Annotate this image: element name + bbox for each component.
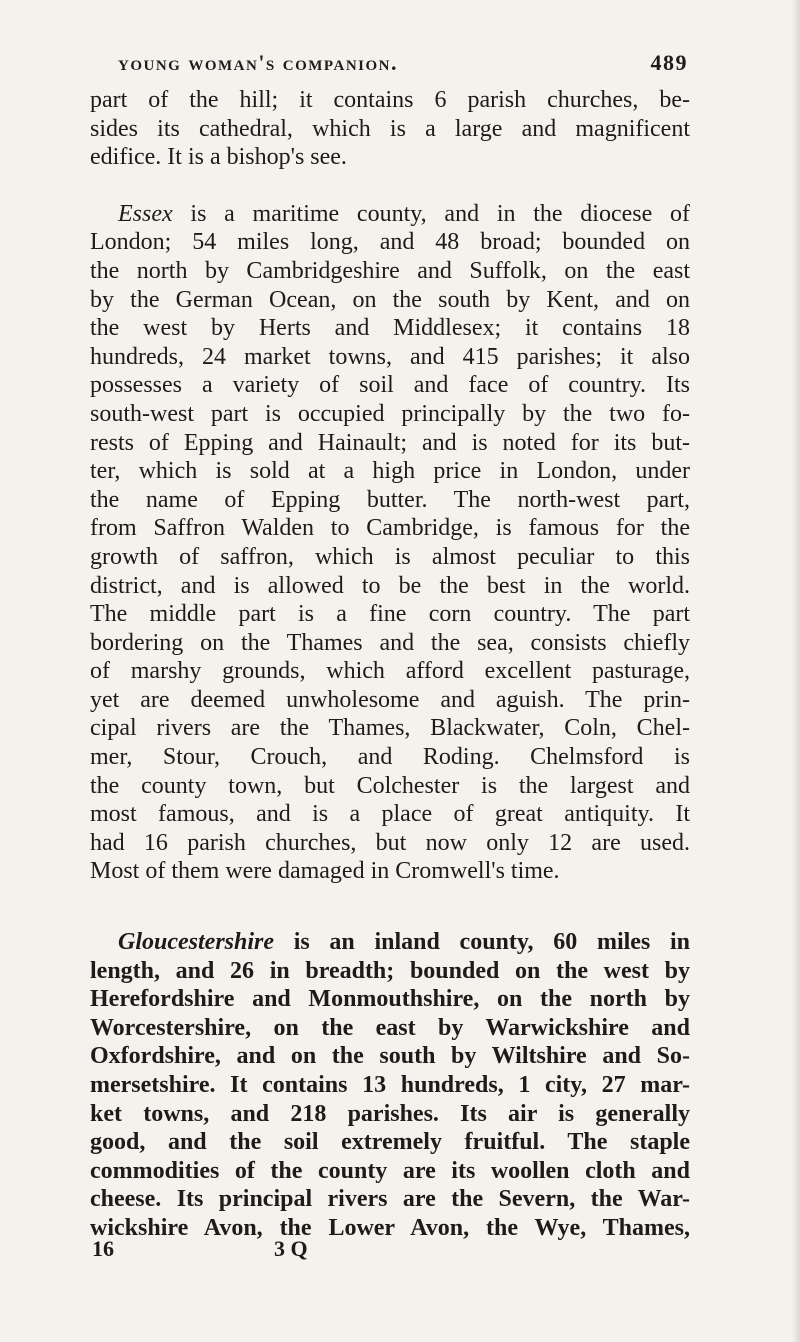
text-line: yet are deemed unwholesome and aguish. The prin- [90, 686, 690, 713]
page-edge-shadow [792, 0, 800, 1342]
page-footer [92, 1236, 332, 1266]
text-line: growth of saffron, which is almost peculiar to this [90, 543, 690, 570]
text-line: bordering on the Thames and the sea, consists chiefly [90, 629, 690, 656]
text-line: most famous, and is a place of great antiquity. It [90, 801, 690, 828]
paragraph-gloucestershire [90, 928, 690, 1243]
text-line: mer, Stour, Crouch, and Roding. Chelmsford is [90, 744, 690, 771]
text-line: cipal rivers are the Thames, Blackwater, Coln, Chel- [90, 715, 690, 742]
text-line: of marshy grounds, which afford excellent pasturage, [90, 658, 690, 685]
text-line: wickshire Avon, the Lower Avon, the Wye, Thames, [90, 1214, 690, 1241]
text-line: had 16 parish churches, but now only 12 are used. [90, 829, 690, 856]
text-line: possesses a variety of soil and face of country. Its [90, 372, 690, 399]
text-line: cheese. Its principal rivers are the Severn, the War- [90, 1186, 690, 1213]
text-line: mersetshire. It contains 13 hundreds, 1 city, 27 mar- [90, 1072, 690, 1098]
text-line: Gloucestershire is an inland county, 60 miles in [118, 929, 690, 956]
text-line: by the German Ocean, on the south by Kent, and on [90, 286, 690, 313]
text-line: ket towns, and 218 parishes. Its air is generally [90, 1100, 690, 1127]
text-line: good, and the soil extremely fruitful. The staple [90, 1129, 690, 1156]
text-line: Oxfordshire, and on the south by Wiltshire and So- [90, 1043, 690, 1070]
running-head: young woman's companion. [118, 50, 398, 75]
county-name-essex: Essex [118, 200, 173, 227]
page-header [118, 50, 688, 82]
text-line: Worcestershire, on the east by Warwickshire and [90, 1014, 690, 1041]
paragraph-1 [90, 86, 690, 172]
text-line: edifice. It is a bishop's see. [90, 144, 347, 171]
text-line: the west by Herts and Middlesex; it contains 18 [90, 315, 690, 342]
signature-number: 16 [92, 1236, 114, 1261]
text-line: the county town, but Colchester is the largest and [90, 772, 690, 799]
text-line: commodities of the county are its woollen cloth and [90, 1157, 690, 1184]
page-body [90, 86, 690, 1243]
text-line: sides its cathedral, which is a large and magnificent [90, 115, 690, 142]
text-line: district, and is allowed to be the best in the world. [90, 572, 690, 599]
signature-mark: 3 Q [274, 1236, 308, 1261]
text-line: London; 54 miles long, and 48 broad; bounded on [90, 229, 690, 256]
text-line: Most of them were damaged in Cromwell's time. [90, 858, 560, 885]
text-line: from Saffron Walden to Cambridge, is famous for the [90, 515, 690, 542]
page-number: 489 [650, 50, 688, 75]
text-line: the north by Cambridgeshire and Suffolk, on the east [90, 257, 690, 284]
paragraph-essex [90, 200, 690, 886]
text-line: south-west part is occupied principally by the two fo- [90, 400, 690, 427]
text-line: The middle part is a fine corn country. The part [90, 601, 690, 628]
text-line: length, and 26 in breadth; bounded on the west by [90, 957, 690, 984]
text-line: ter, which is sold at a high price in London, under [90, 458, 690, 485]
text-line: Herefordshire and Monmouthshire, on the north by [90, 986, 690, 1013]
text-line: rests of Epping and Hainault; and is noted for its but- [90, 429, 690, 456]
text-line: hundreds, 24 market towns, and 415 parishes; it also [90, 343, 690, 370]
text-line: the name of Epping butter. The north-west part, [90, 486, 690, 513]
county-name-gloucestershire: Gloucestershire [118, 929, 274, 956]
text-line: Essex is a maritime county, and in the diocese of [118, 200, 690, 227]
text-line: part of the hill; it contains 6 parish churches, be- [90, 87, 690, 113]
